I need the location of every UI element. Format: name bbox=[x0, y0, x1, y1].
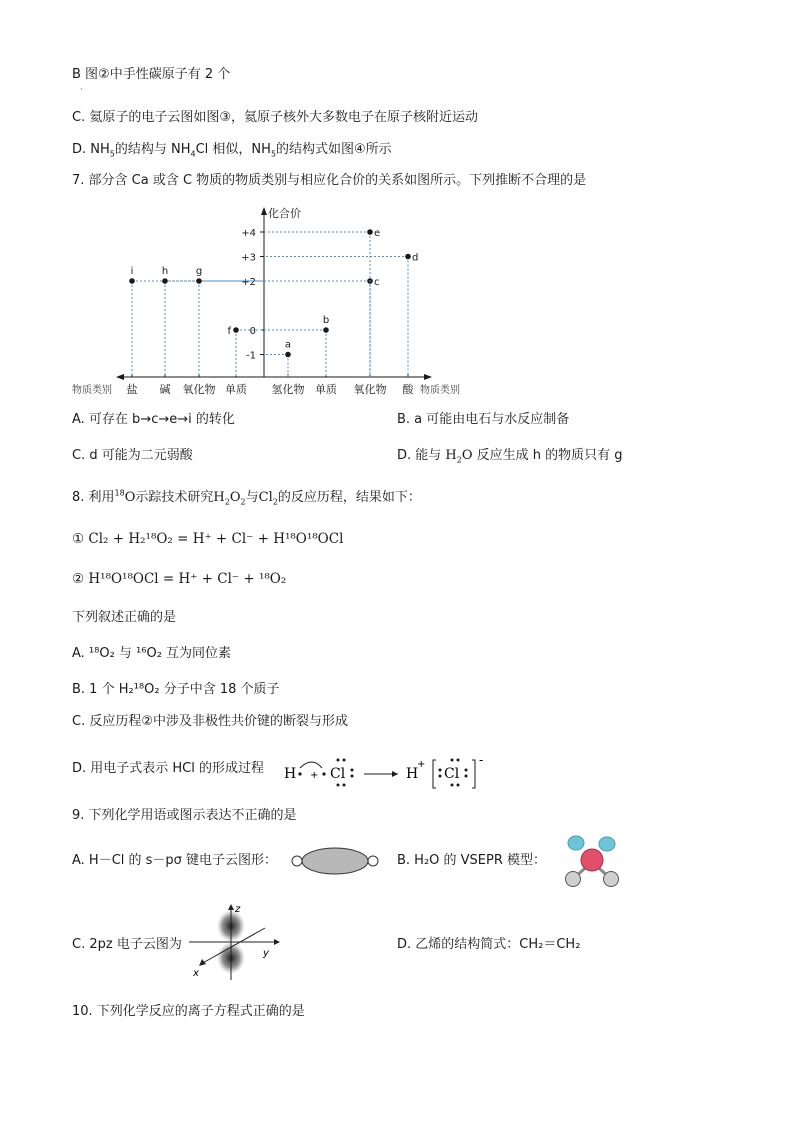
q6-option-b: B 图②中手性碳原子有 2 个 bbox=[72, 67, 231, 82]
x-axis-title-right: 物质类别 bbox=[420, 385, 460, 396]
cl-ion-dot bbox=[457, 759, 460, 762]
lone-pair-lobe bbox=[568, 836, 584, 850]
q7-option-a: A. 可存在 b→c→e→i 的转化 bbox=[72, 412, 235, 427]
h-electron bbox=[298, 772, 301, 775]
point-f bbox=[233, 327, 239, 333]
point-label-g: g bbox=[195, 266, 203, 277]
x-axis-arrow-right bbox=[424, 374, 432, 380]
hydrogen-atom bbox=[566, 872, 581, 887]
cl-ion-dot bbox=[439, 769, 442, 772]
q8-option-a: A. ¹⁸O₂ 与 ¹⁶O₂ 互为同位素 bbox=[72, 646, 232, 661]
2pz-electron-cloud bbox=[185, 902, 285, 982]
cl-ion-dot bbox=[465, 769, 468, 772]
cl-dot bbox=[351, 775, 354, 778]
category-label: 单质 bbox=[225, 383, 247, 396]
sp-sigma-cloud bbox=[290, 846, 380, 876]
cl-ion-dot bbox=[451, 784, 454, 787]
cl-dot bbox=[343, 784, 346, 787]
h-atom: H bbox=[284, 766, 297, 782]
q7-d-sub: 2 bbox=[456, 455, 462, 465]
point-g bbox=[196, 278, 202, 284]
q6-d-sub: 4 bbox=[190, 149, 196, 159]
lone-pair-lobe bbox=[599, 837, 615, 851]
point-label-i: i bbox=[130, 266, 134, 277]
q6-d-text: 的结构式如图④所示 bbox=[276, 142, 392, 157]
q9-option-d: D. 乙烯的结构简式：CH₂＝CH₂ bbox=[397, 937, 581, 952]
q6-d-text: 的结构与 NH bbox=[114, 142, 191, 157]
q7-d-text: 反应生成 h 的物质只有 g bbox=[472, 448, 623, 463]
y-tick-label: -1 bbox=[246, 350, 256, 362]
q8-option-b: B. 1 个 H₂¹⁸O₂ 分子中含 18 个质子 bbox=[72, 682, 280, 697]
point-label-b: b bbox=[322, 315, 330, 326]
q6-d-sub: 5 bbox=[109, 149, 115, 159]
q8-stem-formula: $Cl_2$ bbox=[258, 490, 278, 507]
point-label-d: d bbox=[412, 252, 419, 264]
h-ion: H bbox=[406, 766, 419, 782]
q8-stem-text: 与 bbox=[245, 490, 259, 505]
q6-option-c: C. 氦原子的电子云图如图③，氦原子核外大多数电子在原子核附近运动 bbox=[72, 110, 478, 125]
cl-dot bbox=[343, 759, 346, 762]
q8-option-d: D. 用电子式表示 HCl 的形成过程 bbox=[72, 761, 265, 776]
cl-ion-dot bbox=[439, 775, 442, 778]
q10-stem: 10. 下列化学反应的离子方程式正确的是 bbox=[72, 1004, 305, 1019]
q8-stem-sup: 18 bbox=[114, 488, 125, 498]
q7-d-formula: O bbox=[461, 448, 473, 463]
cl-atom: Cl bbox=[330, 766, 346, 782]
q7-option-d bbox=[397, 447, 623, 465]
y-tick-label: 0 bbox=[249, 326, 256, 337]
cl-ion-dot bbox=[451, 759, 454, 762]
category-label: 单质 bbox=[315, 383, 337, 396]
q7-d-formula: H bbox=[445, 448, 457, 463]
q9-option-a: A. H－Cl 的 s－pσ 键电子云图形： bbox=[72, 853, 278, 868]
point-label-c: c bbox=[374, 277, 380, 288]
q8-stem-formula: $H_2O_2$ bbox=[213, 490, 246, 507]
point-e bbox=[367, 229, 373, 235]
category-label: 盐 bbox=[126, 383, 138, 396]
q6-d-text: D. NH bbox=[72, 142, 110, 157]
q8-equation-2: ② H¹⁸O¹⁸OCl = H⁺ + Cl⁻ + ¹⁸O₂ bbox=[72, 571, 287, 587]
x-label: x bbox=[193, 968, 199, 979]
s-orbital-right bbox=[368, 856, 378, 866]
x-axis-title-left: 物质类别 bbox=[72, 385, 112, 396]
q6-d-sub: 5 bbox=[270, 149, 277, 159]
x-axis-arrow-left bbox=[116, 374, 124, 380]
z-label: z bbox=[235, 904, 241, 915]
oxygen-atom bbox=[581, 849, 603, 871]
point-label-f: f bbox=[227, 326, 231, 337]
y-tick-label: +3 bbox=[241, 252, 256, 264]
q8-lead: 下列叙述正确的是 bbox=[72, 610, 177, 625]
x-axis-arrow bbox=[199, 959, 206, 966]
y-axis-arrow bbox=[274, 939, 280, 945]
hydrogen-atom bbox=[604, 872, 619, 887]
cl-ion: Cl bbox=[444, 766, 460, 782]
category-label: 氧化物 bbox=[353, 383, 387, 396]
q7-option-b: B. a 可能由电石与水反应制备 bbox=[397, 412, 570, 427]
hcl-formation-diagram bbox=[278, 750, 498, 790]
vsepr-model bbox=[560, 832, 624, 888]
point-label-e: e bbox=[374, 228, 381, 239]
point-label-h: h bbox=[161, 266, 169, 277]
y-axis-arrow bbox=[261, 207, 267, 215]
q8-stem-text: 的反应历程，结果如下： bbox=[277, 490, 421, 505]
q9-stem: 9. 下列化学用语或图示表达不正确的是 bbox=[72, 808, 297, 823]
q9-option-c: C. 2pz 电子云图为 bbox=[72, 937, 182, 952]
q8-stem-text: 示踪技术研究 bbox=[135, 490, 214, 505]
category-label: 氢化物 bbox=[271, 383, 305, 396]
point-i bbox=[129, 278, 135, 284]
z-axis-arrow bbox=[228, 904, 234, 910]
cl-dot bbox=[337, 759, 340, 762]
q7-d-text: D. 能与 bbox=[397, 448, 442, 463]
cl-ion-dot bbox=[457, 784, 460, 787]
y-tick-label: +4 bbox=[241, 228, 256, 239]
right-bracket bbox=[472, 760, 475, 788]
left-bracket bbox=[433, 760, 436, 788]
sigma-lobe bbox=[302, 848, 368, 874]
point-h bbox=[162, 278, 168, 284]
q9-option-b: B. H₂O 的 VSEPR 模型： bbox=[397, 853, 547, 868]
q7-stem: 7. 部分含 Ca 或含 C 物质的物质类别与相应化合价的关系如图所示。下列推断不合理的是 bbox=[72, 173, 587, 188]
q8-stem-formula: O bbox=[124, 490, 136, 505]
q8-stem-text: 8. 利用 bbox=[72, 490, 115, 505]
valence-chart bbox=[68, 205, 498, 405]
q8-option-c: C. 反应历程②中涉及非极性共价键的断裂与形成 bbox=[72, 714, 348, 729]
cl-dot bbox=[351, 769, 354, 772]
stray-dot: · bbox=[80, 85, 83, 94]
y-tick-label: +2 bbox=[241, 277, 256, 288]
reaction-arrow-head bbox=[392, 771, 398, 777]
point-b bbox=[323, 327, 329, 333]
y-axis-title: 化合价 bbox=[268, 207, 301, 220]
point-a bbox=[285, 352, 291, 358]
category-label: 碱 bbox=[159, 383, 171, 396]
q8-stem bbox=[72, 489, 421, 507]
cl-ion-dot bbox=[465, 775, 468, 778]
cl-dot bbox=[322, 772, 325, 775]
cl-ion-charge: - bbox=[479, 753, 484, 767]
q6-d-text: Cl 相似，NH bbox=[195, 142, 271, 157]
category-label: 酸 bbox=[402, 383, 414, 396]
point-label-a: a bbox=[284, 339, 292, 351]
s-orbital-left bbox=[292, 856, 302, 866]
q6-option-d bbox=[72, 141, 392, 159]
cl-dot bbox=[337, 784, 340, 787]
point-d bbox=[405, 254, 411, 260]
plus-sign: + bbox=[310, 770, 319, 781]
category-label: 氧化物 bbox=[182, 383, 216, 396]
h-ion-charge: + bbox=[417, 759, 426, 770]
q8-equation-1: ① Cl₂ + H₂¹⁸O₂ = H⁺ + Cl⁻ + H¹⁸O¹⁸OCl bbox=[72, 531, 344, 547]
y-label: y bbox=[263, 948, 269, 959]
curved-arrow bbox=[300, 762, 322, 768]
q7-option-c: C. d 可能为二元弱酸 bbox=[72, 448, 193, 463]
